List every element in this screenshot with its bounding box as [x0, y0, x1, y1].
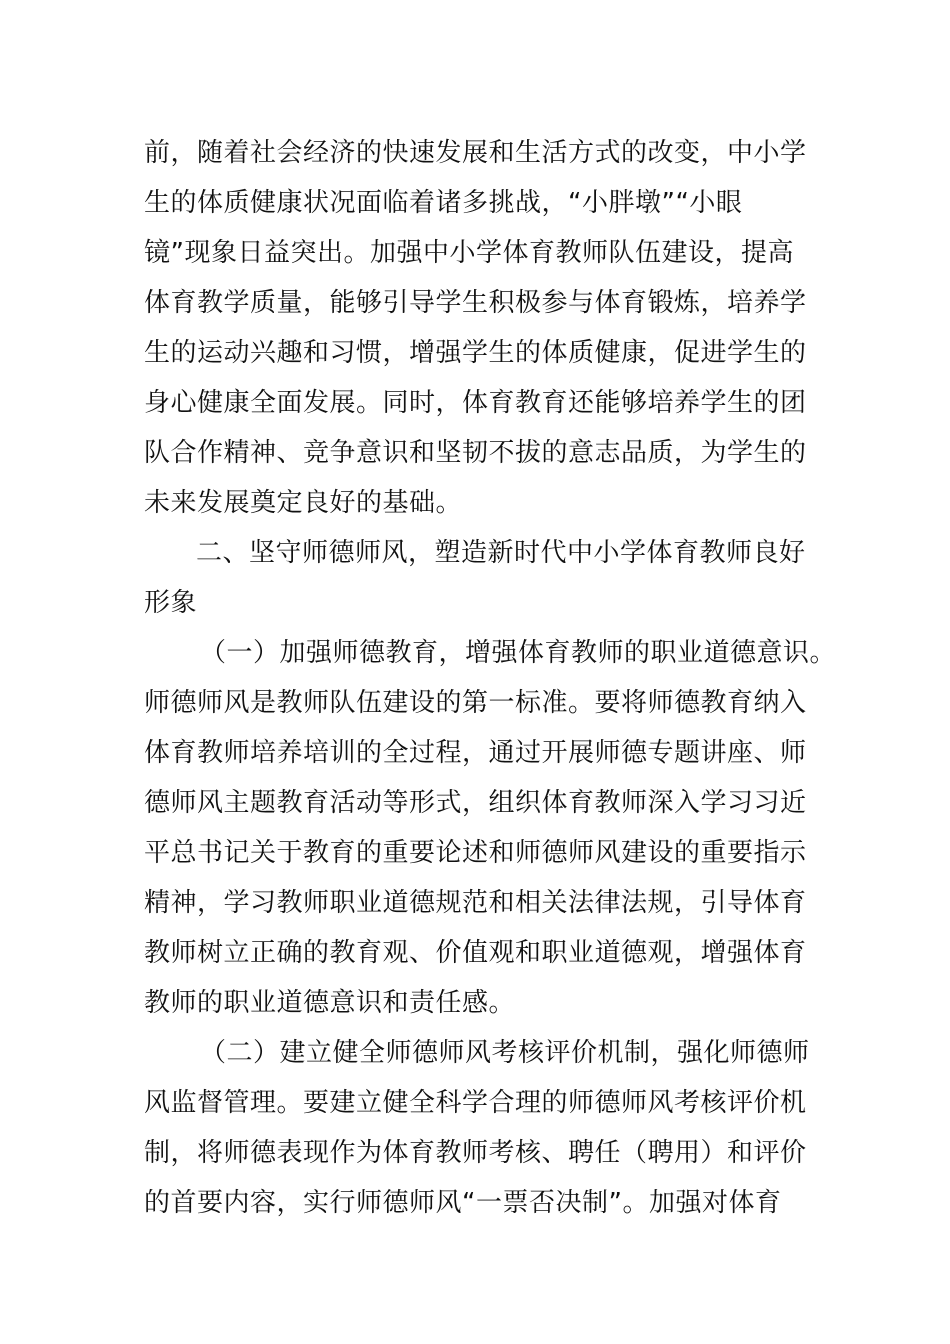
text-line: 精神，学习教师职业道德规范和相关法律法规，引导体育 — [144, 888, 807, 918]
text-line: 镜”现象日益突出。加强中小学体育教师队伍建设，提高 — [144, 238, 794, 268]
subsection-heading: （二）建立健全师德师风考核评价机制，强化师德师 — [200, 1038, 810, 1068]
text-line: 前，随着社会经济的快速发展和生活方式的改变，中小学 — [144, 138, 807, 168]
text-line: 制，将师德表现作为体育教师考核、聘任（聘用）和评价 — [144, 1138, 807, 1168]
text-line: 体育教师培养培训的全过程，通过开展师德专题讲座、师 — [144, 738, 807, 768]
text-line: 体育教学质量，能够引导学生积极参与体育锻炼，培养学 — [144, 288, 807, 318]
text-line: 教师树立正确的教育观、价值观和职业道德观，增强体育 — [144, 938, 807, 968]
body-text — [144, 128, 837, 1228]
text-line: 平总书记关于教育的重要论述和师德师风建设的重要指示 — [144, 838, 807, 868]
text-line: 教师的职业道德意识和责任感。 — [144, 988, 516, 1018]
section-heading-continued: 形象 — [144, 588, 198, 618]
text-line: 队合作精神、竞争意识和坚韧不拔的意志品质，为学生的 — [144, 438, 807, 468]
section-heading: 二、坚守师德师风，塑造新时代中小学体育教师良好 — [196, 538, 806, 568]
text-line: 风监督管理。要建立健全科学合理的师德师风考核评价机 — [144, 1088, 807, 1118]
text-line: 身心健康全面发展。同时，体育教育还能够培养学生的团 — [144, 388, 807, 418]
text-line: 师德师风是教师队伍建设的第一标准。要将师德教育纳入 — [144, 688, 807, 718]
text-line: 的首要内容，实行师德师风“一票否决制”。加强对体育 — [144, 1188, 782, 1218]
text-line: 德师风主题教育活动等形式，组织体育教师深入学习习近 — [144, 788, 807, 818]
text-line: 生的运动兴趣和习惯，增强学生的体质健康，促进学生的 — [144, 338, 807, 368]
text-line: 生的体质健康状况面临着诸多挑战，“小胖墩”“小眼 — [144, 188, 743, 218]
subsection-heading: （一）加强师德教育，增强体育教师的职业道德意识。 — [200, 638, 837, 668]
text-line: 未来发展奠定良好的基础。 — [144, 488, 463, 518]
